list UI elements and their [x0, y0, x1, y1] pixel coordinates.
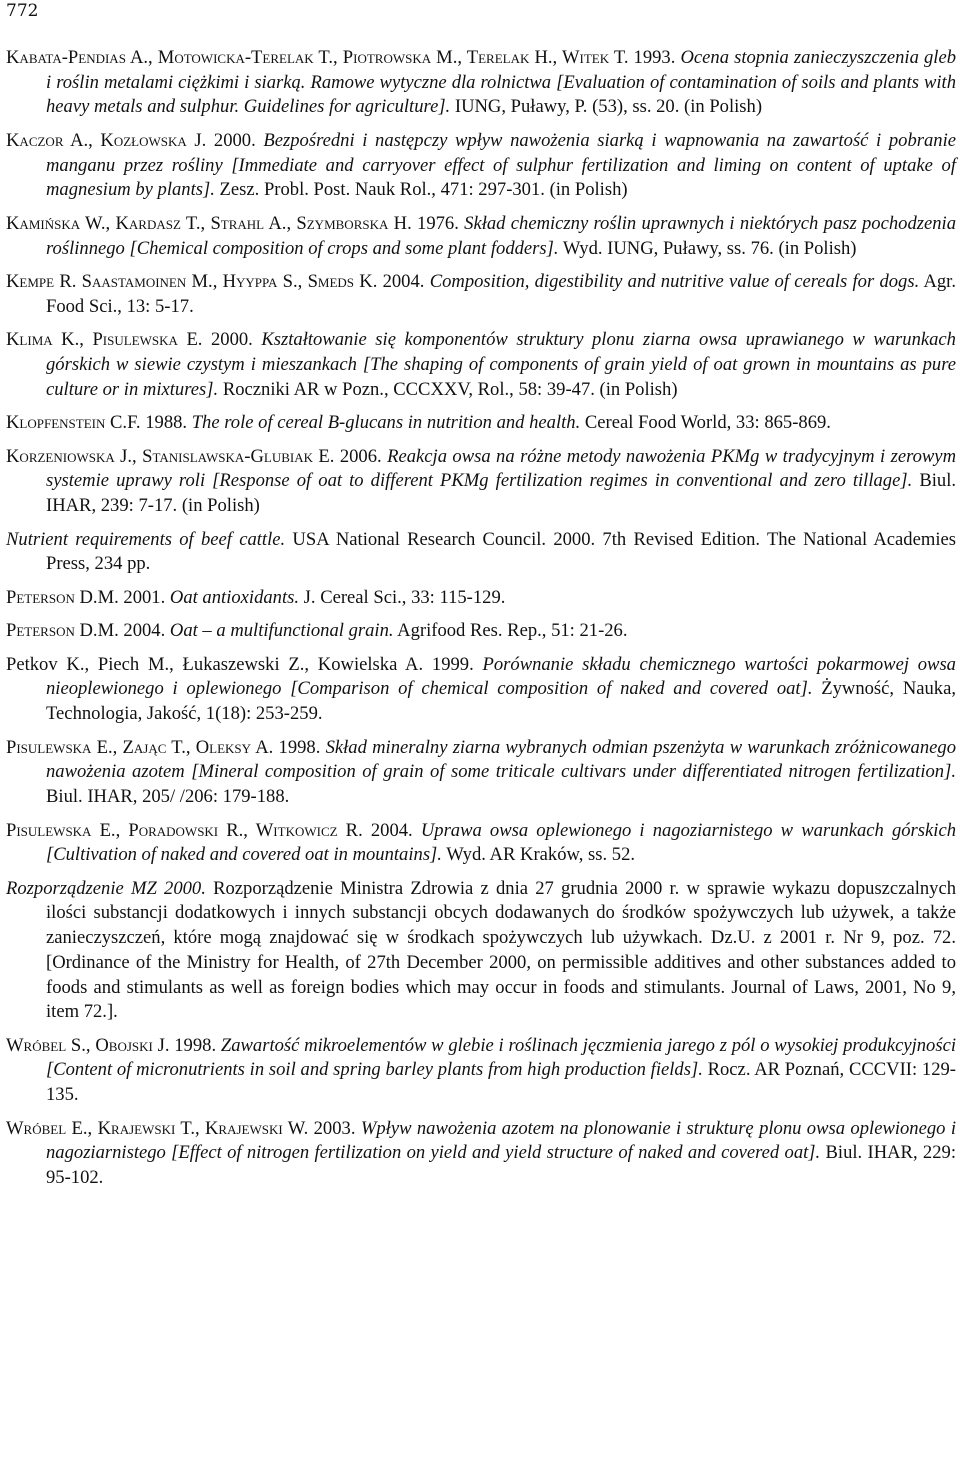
reference-title: Skład chemiczny roślin uprawnych i niektórych pasz pochodzenia roślinnego [Chemical composition of crops and some plant fodders]. [46, 212, 956, 259]
reference-authors: Kamińska W., Kardasz T., Strahl A., Szymborska H. 1976. [6, 212, 459, 234]
reference-title: Uprawa owsa oplewionego i nagoziarnistego w warunkach górskich [Cultivation of naked and covered oat in mountains]. [46, 819, 956, 866]
reference-title: Ocena stopnia zanieczyszczenia gleb i roślin metalami ciężkimi i siarką. Ramowe wytyczne dla rolnictwa [Evaluation of contamination of soils and plants with heavy metals and sulphur. Guidelines for agriculture]. [46, 47, 956, 118]
reference-source: Rozporządzenie Ministra Zdrowia z dnia 27 grudnia 2000 r. w sprawie wykazu dopuszczalnych ilości substancji dodatkowych i innych substancji obcych dodawanych do środków spożywczych lub używek, a także zanieczyszczeń, które mogą znajdować się w środkach spożywczych lub używkach. Dz.U. z 2001 r. Nr 9, poz. 72. [Ordinance of the Ministry for Health, of 27th December 2000, on permissible additives and other substances added to foods and stimulants as well as foreign bodies which may occur in foods and stimulants. Journal of Laws, 2001, No 9, item 72.]. [46, 877, 957, 1023]
reference-entry [6, 445, 956, 519]
reference-source: Wyd. AR Kraków, ss. 52. [446, 844, 636, 866]
reference-source: Agr. Food Sci., 13: 5-17. [46, 271, 956, 317]
reference-source: Biul. IHAR, 205/ /206: 179-188. [46, 786, 290, 808]
page-number: 772 [6, 1, 39, 21]
reference-entry [6, 877, 956, 1025]
reference-source: Rocz. AR Poznań, CCCVII: 129-135. [46, 1059, 956, 1106]
reference-entry [6, 46, 956, 120]
reference-source: Biul. IHAR, 229: 95-102. [46, 1142, 956, 1189]
reference-source: Cereal Food World, 33: 865-869. [584, 412, 831, 434]
reference-title: Nutrient requirements of beef cattle. [6, 528, 286, 550]
reference-entry [6, 411, 956, 436]
reference-entry [6, 619, 956, 644]
reference-title: Composition, digestibility and nutritive value of cereals for dogs. [429, 271, 920, 293]
reference-authors: Wróbel E., Krajewski T., Krajewski W. 2003. [6, 1117, 356, 1139]
reference-source: Roczniki AR w Pozn., CCCXXV, Rol., 58: 39-47. (in Polish) [222, 378, 678, 400]
reference-entry [6, 528, 956, 577]
reference-authors: Petkov K., Piech M., Łukaszewski Z., Kowielska A. 1999. [6, 653, 474, 675]
reference-authors: Pisulewska E., Zając T., Oleksy A. 1998. [6, 736, 321, 758]
reference-title: Oat – a multifunctional grain. [169, 620, 394, 642]
reference-source: IUNG, Puławy, P. (53), ss. 20. (in Polish) [454, 96, 763, 118]
reference-title: Zawartość mikroelementów w glebie i roślinach jęczmienia jarego z pól o wysokiej produkcyjności [Content of micronutrients in soil and spring barley plants from high production fields]. [46, 1034, 957, 1081]
reference-entry [6, 270, 956, 319]
reference-entry [6, 129, 956, 203]
reference-authors: Pisulewska E., Poradowski R., Witkowicz R. 2004. [6, 819, 413, 841]
reference-title: Porównanie składu chemicznego wartości pokarmowej owsa nieoplewionego i oplewionego [Comparison of chemical composition of naked and covered oat]. [46, 653, 956, 700]
reference-source: USA National Research Council. 2000. 7th Revised Edition. The National Academies Press, 234 pp. [46, 528, 956, 575]
reference-title: Bezpośredni i następczy wpływ nawożenia siarką i wapnowania na zawartość i pobranie manganu przez rośliny [Immediate and carryover effect of sulphur fertilization and liming on content of uptake of magnesium by plants]. [46, 129, 956, 201]
reference-title: Skład mineralny ziarna wybranych odmian pszenżyta w warunkach zróżnicowanego nawożenia azotem [Mineral composition of grain of some triticale cultivars under differentiated nitrogen fertilization]. [46, 736, 956, 783]
reference-authors: Korzeniowska J., Stanislawska-Glubiak E. 2006. [6, 445, 382, 467]
reference-entry [6, 1034, 956, 1108]
reference-source: J. Cereal Sci., 33: 115-129. [303, 586, 506, 608]
reference-source: Agrifood Res. Rep., 51: 21-26. [397, 620, 628, 642]
reference-title: Reakcja owsa na różne metody nawożenia PKMg w tradycyjnym i zerowym systemie uprawy roli [Response of oat to different PKMg fertilization regimes in conventional and zero tillage]. [46, 445, 956, 492]
reference-entry [6, 212, 956, 261]
reference-entry [6, 586, 956, 611]
reference-authors: Kempe R. Saastamoinen M., Hyyppa S., Smeds K. 2004. [6, 271, 425, 293]
reference-authors: Kaczor A., Kozłowska J. 2000. [6, 129, 256, 151]
reference-entry [6, 819, 956, 868]
reference-source: Zesz. Probl. Post. Nauk Rol., 471: 297-301. (in Polish) [219, 179, 628, 201]
reference-authors: Kabata-Pendias A., Motowicka-Terelak T., Piotrowska M., Terelak H., Witek T. 1993. [6, 47, 676, 68]
reference-authors: Peterson D.M. 2004. [6, 620, 166, 642]
reference-authors: Klima K., Pisulewska E. 2000. [6, 329, 253, 351]
reference-entry [6, 328, 956, 402]
reference-entry [6, 1117, 956, 1191]
reference-source: Biul. IHAR, 239: 7-17. (in Polish) [46, 470, 957, 517]
reference-list [6, 46, 956, 1200]
reference-source: Wyd. IUNG, Puławy, ss. 76. (in Polish) [562, 237, 857, 259]
reference-title: Kształtowanie się komponentów struktury plonu ziarna owsa uprawianego w warunkach górskich w siewie czystym i mieszankach [The shaping of components of grain yield of oat grown in mountains as pure culture or in mixtures]. [46, 329, 956, 400]
reference-authors: Wróbel S., Obojski J. 1998. [6, 1034, 217, 1056]
reference-entry [6, 653, 956, 727]
reference-title: The role of cereal B-glucans in nutrition and health. [191, 412, 581, 434]
reference-title: Wpływ nawożenia azotem na plonowanie i strukturę plonu owsa oplewionego i nagoziarnistego [Effect of nitrogen fertilization on yield and yield structure of naked and covered oat]. [46, 1117, 957, 1164]
reference-title: Oat antioxidants. [169, 586, 300, 608]
reference-authors: Klopfenstein C.F. 1988. [6, 412, 188, 434]
reference-source: Żywność, Nauka, Technologia, Jakość, 1(18): 253-259. [46, 678, 956, 725]
reference-title: Rozporządzenie MZ 2000. [6, 877, 206, 899]
reference-authors: Peterson D.M. 2001. [6, 586, 166, 608]
reference-entry [6, 736, 956, 810]
